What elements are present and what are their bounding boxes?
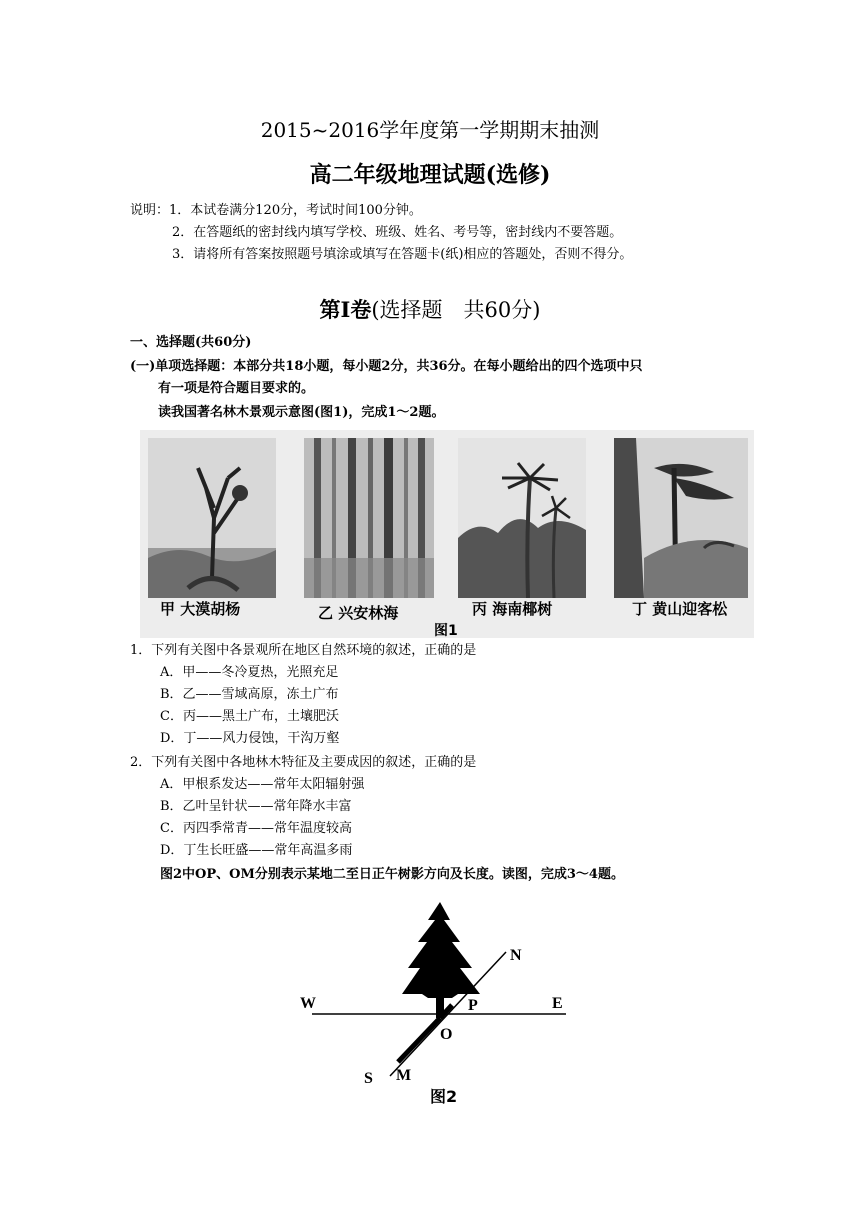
label-o: O xyxy=(440,1026,453,1043)
figure2-intro: 图2中OP、OM分别表示某地二至日正午树影方向及长度。读图，完成3～4题。 xyxy=(160,867,624,882)
label-p: P xyxy=(468,997,478,1014)
figure-2 xyxy=(290,890,590,1110)
question-2-option-c: C．丙四季常青——常年温度较高 xyxy=(160,821,352,836)
part-heading: 一、选择题(共60分) xyxy=(130,335,252,350)
question-2-option-d: D．丁生长旺盛——常年高温多雨 xyxy=(160,843,353,858)
note-3: 3．请将所有答案按照题号填涂或填写在答题卡(纸)相应的答题处，否则不得分。 xyxy=(172,247,633,262)
exam-term-title: 2015~2016学年度第一学期期末抽测 xyxy=(260,118,600,142)
photo-desert-poplar xyxy=(148,438,276,598)
notes-prefix: 说明： xyxy=(130,203,170,218)
question-2-stem: 2．下列有关图中各地林木特征及主要成因的叙述，正确的是 xyxy=(130,755,477,770)
label-n: N xyxy=(510,947,522,964)
note-2: 2．在答题纸的密封线内填写学校、班级、姓名、考号等，密封线内不要答题。 xyxy=(172,225,623,240)
question-2-option-a: A．甲根系发达——常年太阳辐射强 xyxy=(160,777,365,792)
question-1-option-a: A．甲——冬冷夏热，光照充足 xyxy=(160,665,339,680)
question-1-option-b: B．乙——雪域高原，冻土广布 xyxy=(160,687,339,702)
label-w: W xyxy=(300,995,316,1012)
exam-notes xyxy=(130,200,632,266)
label-m: M xyxy=(396,1067,412,1084)
figure2-caption: 图2 xyxy=(430,1087,458,1106)
exam-subject-title: 高二年级地理试题(选修) xyxy=(309,162,551,188)
instructions-line-2: 有一项是符合题目要求的。 xyxy=(158,381,315,396)
shadow-om xyxy=(398,1018,440,1062)
question-1 xyxy=(130,640,476,750)
question-2 xyxy=(130,752,476,862)
question-1-stem: 1．下列有关图中各景观所在地区自然环境的叙述，正确的是 xyxy=(130,643,477,658)
photo-huangshan-pine xyxy=(614,438,748,598)
figure2-diagram xyxy=(290,890,590,1110)
instructions-line-1: (一)单项选择题：本部分共18小题，每小题2分，共36分。在每小题给出的四个选项中只 xyxy=(130,359,643,374)
question-1-option-d: D．丁——风力侵蚀，干沟万壑 xyxy=(160,731,340,746)
photo-hainan-coconut xyxy=(458,438,586,598)
section-title: 第Ⅰ卷(选择题 共60分) xyxy=(319,297,541,322)
caption-jia: 甲 大漠胡杨 xyxy=(160,600,241,618)
label-e: E xyxy=(552,995,563,1012)
figure-1 xyxy=(140,430,754,638)
caption-ding: 丁 黄山迎客松 xyxy=(632,600,728,618)
question-1-option-c: C．丙——黑土广布，土壤肥沃 xyxy=(160,709,339,724)
question-2-option-b: B．乙叶呈针状——常年降水丰富 xyxy=(160,799,352,814)
photo-xingan-forest xyxy=(304,438,434,598)
caption-bing: 丙 海南椰树 xyxy=(472,600,553,618)
label-s: S xyxy=(364,1070,373,1087)
figure1-intro: 读我国著名林木景观示意图(图1)，完成1～2题。 xyxy=(158,405,445,420)
note-1: 说明：1．本试卷满分120分，考试时间100分钟。 xyxy=(130,203,422,218)
figure1-label: 图1 xyxy=(434,623,458,639)
caption-yi: 乙 兴安林海 xyxy=(318,604,399,622)
